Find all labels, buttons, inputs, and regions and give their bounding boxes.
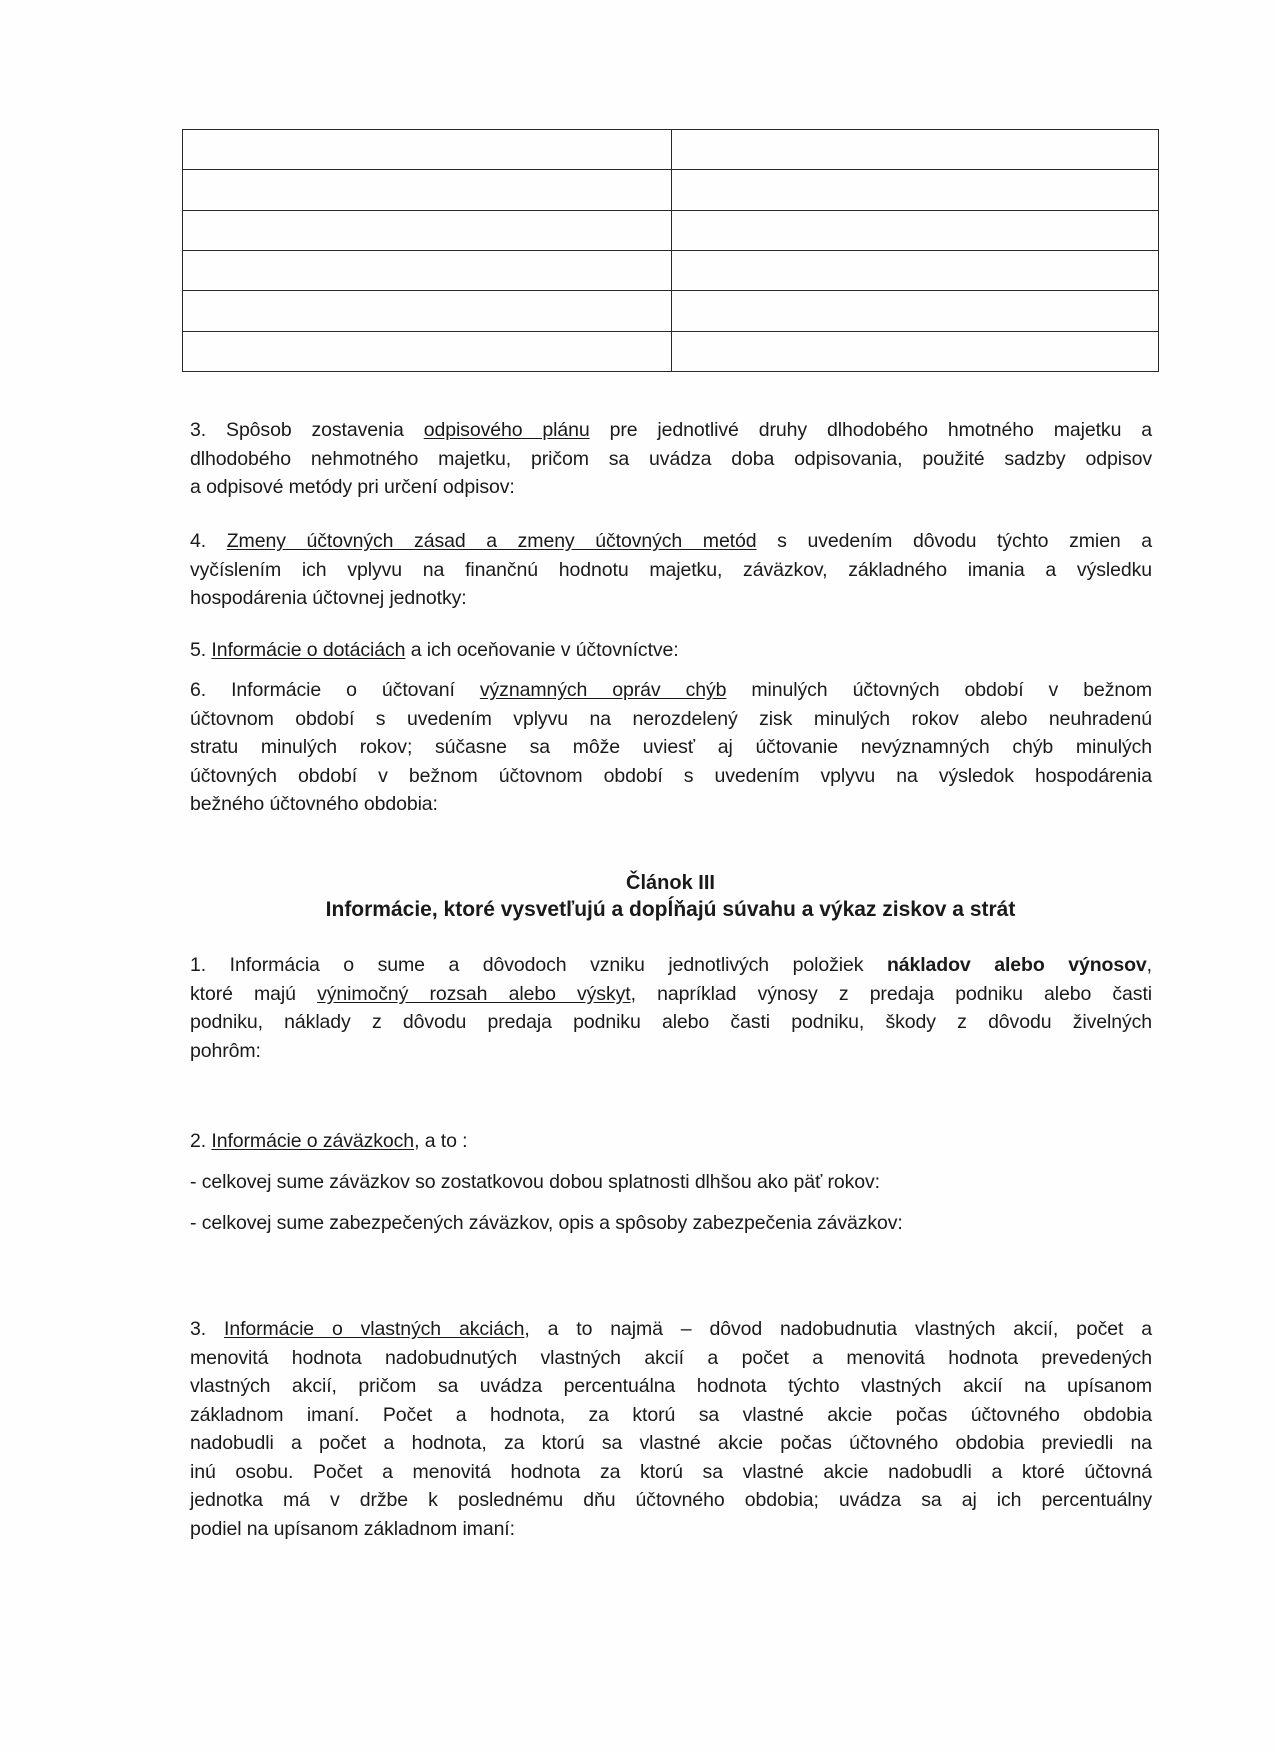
table-cell <box>672 291 1159 331</box>
table-row <box>183 210 1159 250</box>
item-4-accounting-changes: 4. Zmeny účtovných zásad a zmeny účtovných metód s uvedením dôvodu týchto zmien a vyčíslením ich vplyvu na finančnú hodnotu majetku, záväzkov, základného imania a výsledku hospodárenia účtovnej jednotky: <box>190 530 1152 609</box>
table-cell <box>183 130 672 170</box>
bold-term: nákladov alebo výnosov <box>886 954 1147 976</box>
article-subtitle: Informácie, ktoré vysvetľujú a dopĺňajú súvahu a výkaz ziskov a strát <box>325 898 1016 921</box>
underlined-term: Informácie o vlastných akciách <box>224 1318 525 1340</box>
table-cell <box>183 250 672 290</box>
underlined-term: Zmeny účtovných zásad a zmeny účtovných metód <box>226 530 757 552</box>
table-cell <box>183 170 672 210</box>
underlined-term: významných opráv chýb <box>479 679 727 701</box>
table-cell <box>183 331 672 371</box>
item-6-error-corrections: 6. Informácie o účtovaní významných opráv chýb minulých účtovných období v bežnom účtovnom období s uvedením vplyvu na nerozdelený zisk minulých rokov alebo neuhradenú stratu minulých rokov; súčasne sa môže uviesť aj účtovanie nevýznamných chýb minulých účtovných období v bežnom účtovnom období s uvedením vplyvu na výsledok hospodárenia bežného účtovného obdobia: <box>190 679 1152 815</box>
table-cell <box>672 250 1159 290</box>
table-cell <box>672 210 1159 250</box>
table-cell <box>672 130 1159 170</box>
table-row <box>183 130 1159 170</box>
table-row <box>183 331 1159 371</box>
article-title: Článok III <box>626 872 715 894</box>
table-cell <box>672 170 1159 210</box>
item-iii-2-liabilities: 2. Informácie o záväzkoch, a to : <box>190 1130 468 1152</box>
empty-grid-table <box>182 129 1159 372</box>
underlined-term: Informácie o dotáciách <box>211 639 406 661</box>
underlined-term: odpisového plánu <box>423 419 590 441</box>
table-cell <box>183 210 672 250</box>
table-cell <box>183 291 672 331</box>
underlined-term: Informácie o záväzkoch <box>211 1130 415 1152</box>
item-5-subsidies: 5. Informácie o dotáciách a ich oceňovanie v účtovníctve: <box>190 639 679 661</box>
underlined-term: výnimočný rozsah alebo výskyt <box>317 982 631 1005</box>
item-iii-3-own-shares: 3. Informácie o vlastných akciách, a to najmä – dôvod nadobudnutia vlastných akcií, počet a menovitá hodnota nadobudnutých vlastných akcií a počet a menovitá hodnota prevedených vlastných akcií, pričom sa uvádza percentuálna hodnota týchto vlastných akcií na upísanom základnom imaní. Počet a hodnota, za ktorú sa vlastné akcie počas účtovného obdobia nadobudli a počet a hodnota, za ktorú sa vlastné akcie počas účtovného obdobia previedli na inú osobu. Počet a menovitá hodnota za ktorú sa vlastné akcie nadobudli a ktoré účtovná jednotka má v držbe k poslednému dňu účtovného obdobia; uvádza sa aj ich percentuálny podiel na upísanom základnom imaní: <box>190 1318 1152 1540</box>
liabilities-bullet-2: - celkovej sume zabezpečených záväzkov, opis a spôsoby zabezpečenia záväzkov: <box>190 1212 903 1234</box>
table-row <box>183 291 1159 331</box>
table-row <box>183 170 1159 210</box>
table-cell <box>672 331 1159 371</box>
table-row <box>183 250 1159 290</box>
item-iii-1-exceptional-items: 1. Informácia o sume a dôvodoch vzniku jednotlivých položiek nákladov alebo výnosov, ktoré majú výnimočný rozsah alebo výskyt, napríklad výnosy z predaja podniku alebo časti podniku, náklady z dôvodu predaja podniku alebo časti podniku, škody z dôvodu živelných pohrôm: <box>190 954 1153 1062</box>
item-3-depreciation-plan: 3. Spôsob zostavenia odpisového plánu pre jednotlivé druhy dlhodobého hmotného majetku a dlhodobého nehmotného majetku, pričom sa uvádza doba odpisovania, použité sadzby odpisov a odpisové metódy pri určení odpisov: <box>190 419 1153 498</box>
liabilities-bullet-1: - celkovej sume záväzkov so zostatkovou dobou splatnosti dlhšou ako päť rokov: <box>190 1171 880 1193</box>
